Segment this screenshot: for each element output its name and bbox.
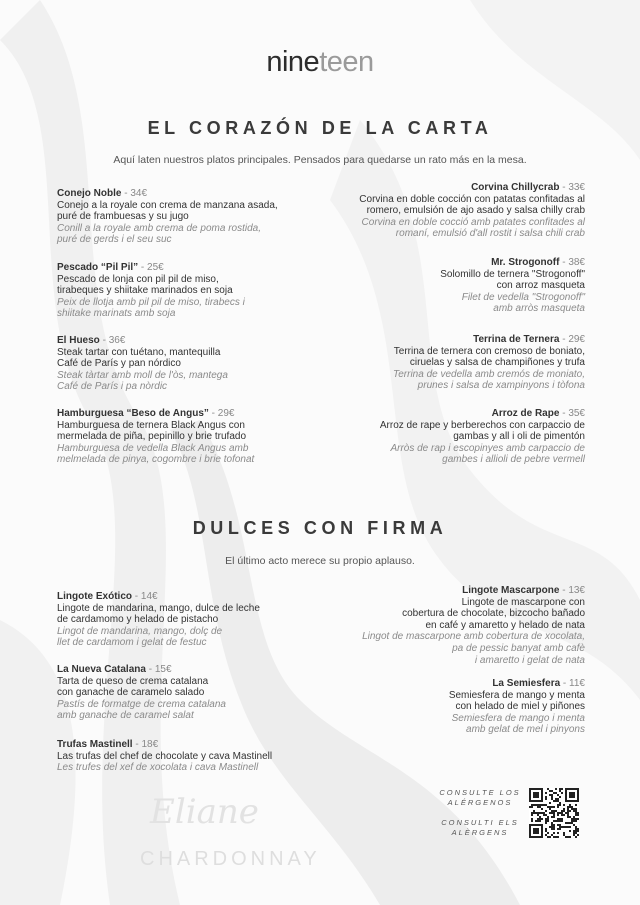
item-name: Corvina Chillycrab	[471, 182, 560, 193]
item-name: Terrina de Ternera	[473, 334, 560, 345]
item-name: Lingote Mascarpone	[462, 585, 560, 596]
item-description-es: ciruelas y salsa de champiñones y trufa	[409, 357, 585, 369]
menu-item	[359, 182, 585, 240]
item-title: La Semiesfera - 11€	[492, 678, 585, 689]
menu-item	[57, 188, 278, 246]
item-description-ca: puré de gerds i el seu suc	[57, 234, 172, 246]
item-name: La Semiesfera	[492, 678, 561, 689]
item-title: Terrina de Ternera - 29€	[473, 334, 585, 345]
item-description-ca: Steak tàrtar amb moll de l'òs, mantega	[57, 369, 228, 381]
item-description-es: Semiesfera de mango y menta	[448, 689, 585, 701]
item-description-ca: Terrina de vedella amb cremós de moniato,	[393, 368, 585, 380]
logo-part2: teen	[319, 46, 374, 78]
item-description-es: en café y amaretto y helado de nata	[425, 619, 585, 631]
item-description-es: con arroz masqueta	[496, 280, 585, 292]
allergens-es[interactable]	[430, 788, 530, 808]
item-description-es: Terrina de ternera con cremoso de boniato,	[393, 345, 585, 357]
logo-part1: nine	[266, 46, 320, 78]
item-title: El Hueso - 36€	[57, 335, 126, 346]
allergens-qr-code[interactable]	[529, 788, 579, 838]
item-price: 25€	[147, 262, 164, 273]
item-name: Mr. Strogonoff	[491, 257, 560, 268]
item-description-es: tirabeques y shiitake marinados en soja	[57, 285, 233, 297]
menu-item	[57, 739, 272, 774]
item-title: Mr. Strogonoff - 38€	[491, 257, 585, 268]
item-title: Trufas Mastinell - 18€	[57, 739, 159, 750]
mains-subtitle: Aquí laten nuestros platos principales. Pensados para quedarse un rato más en la mesa.	[113, 154, 527, 166]
item-description-ca: Peix de llotja amb pil pil de miso, tirabecs i	[57, 296, 245, 308]
item-title: Arroz de Rape - 35€	[491, 408, 585, 419]
menu-item	[57, 335, 228, 393]
item-description-es: Las trufas del chef de chocolate y cava Mastinell	[57, 750, 273, 762]
item-description-ca: Semiesfera de mango i menta	[451, 712, 585, 724]
item-description-es: romero, emulsión de ajo asado y salsa chilly crab	[366, 205, 585, 217]
allergens-ca[interactable]	[430, 818, 530, 838]
item-price: 13€	[568, 585, 585, 596]
item-description-ca: Hamburguesa de vedella Black Angus amb	[57, 442, 249, 454]
item-description-es: Solomillo de ternera "Strogonoff"	[440, 268, 585, 280]
item-description-ca: gambes i allioli de pebre vermell	[442, 454, 585, 466]
menu-item	[440, 257, 585, 315]
item-title: Corvina Chillycrab - 33€	[471, 182, 585, 193]
item-description-es: gambas y all i oli de pimentón	[453, 431, 585, 443]
allergens-es-line: ALÉRGENOS	[447, 798, 513, 807]
item-title: Pescado “Pil Pil” - 25€	[57, 262, 164, 273]
item-name: Trufas Mastinell	[57, 739, 133, 750]
item-description-es: de cardamomo y helado de pistacho	[57, 614, 219, 626]
item-name: La Nueva Catalana	[57, 664, 146, 675]
menu-item	[57, 262, 245, 320]
item-description-es: Conejo a la royale con crema de manzana asada,	[57, 199, 278, 211]
item-description-es: Arroz de rape y berberechos con carpaccio de	[379, 419, 585, 431]
item-description-ca: Café de París i pa nòrdic	[57, 381, 168, 393]
item-description-ca: Lingot de mascarpone amb cobertura de xocolata,	[362, 631, 585, 643]
item-name: Arroz de Rape	[491, 408, 560, 419]
item-name: Lingote Exótico	[57, 591, 132, 602]
menu-item	[380, 408, 585, 466]
item-price: 11€	[569, 678, 585, 689]
item-name: Pescado “Pil Pil”	[57, 262, 139, 273]
menu-item	[362, 585, 585, 666]
item-description-es: Café de París y pan nórdico	[57, 358, 181, 370]
item-description-ca: Pastís de formatge de crema catalana	[57, 698, 226, 710]
allergens-es-line: CONSULTE LOS	[439, 788, 521, 797]
menu-item	[57, 591, 260, 649]
item-title: Conejo Noble - 34€	[57, 188, 148, 199]
item-description-es: con ganache de caramelo salado	[57, 687, 205, 699]
item-description-ca: Les trufes del xef de xocolata i cava Mastinell	[57, 762, 259, 774]
item-description-ca: pa de pessic banyat amb cafè	[452, 642, 585, 654]
menu-item	[393, 334, 585, 392]
item-price: 34€	[130, 188, 148, 199]
item-price: 35€	[568, 408, 585, 419]
item-price: 29€	[217, 408, 235, 419]
watermark-brand: CHARDONNAY	[140, 848, 321, 870]
item-description-es: Pescado de lonja con pil pil de miso,	[57, 273, 219, 285]
item-title: Lingote Exótico - 14€	[57, 591, 158, 602]
allergens-ca-line: CONSULTI ELS	[441, 818, 519, 827]
item-description-es: Tarta de queso de crema catalana	[57, 675, 209, 687]
desserts-title: DULCES CON FIRMA	[192, 518, 448, 538]
item-name: El Hueso	[57, 335, 100, 346]
item-name: Hamburguesa “Beso de Angus”	[57, 408, 209, 419]
allergens-ca-line: ALÈRGENS	[451, 828, 509, 837]
item-price: 38€	[568, 257, 585, 268]
item-title: Lingote Mascarpone - 13€	[462, 585, 585, 596]
item-description-ca: Corvina en doble cocció amb patates confitades al	[361, 216, 585, 228]
item-description-es: mermelada de piña, pepinillo y brie trufado	[57, 431, 246, 443]
item-description-es: Lingote de mascarpone con	[461, 596, 585, 608]
item-description-ca: Conill a la royale amb crema de poma rostida,	[57, 222, 261, 234]
item-description-ca: shiitake marinats amb soja	[57, 308, 176, 320]
item-description-ca: amb ganache de caramel salat	[57, 710, 194, 722]
item-description-ca: amb gelat de mel i pinyons	[466, 724, 585, 736]
item-description-ca: Lingot de mandarina, mango, dolç de	[57, 625, 223, 637]
menu-item	[57, 664, 226, 722]
item-description-es: Hamburguesa de ternera Black Angus con	[57, 419, 245, 431]
item-description-ca: melmelada de pinya, cogombre i brie tofonat	[57, 454, 255, 466]
item-description-es: puré de frambuesas y su jugo	[57, 211, 189, 223]
logo	[0, 46, 640, 79]
item-description-ca: i amaretto i gelat de nata	[474, 654, 585, 666]
item-description-es: cobertura de chocolate, bizcocho bañado	[402, 608, 585, 620]
desserts-subtitle: El último acto merece su propio aplauso.	[225, 555, 415, 567]
menu-item	[57, 408, 254, 466]
item-price: 33€	[568, 182, 585, 193]
item-price: 14€	[140, 591, 158, 602]
item-name: Conejo Noble	[57, 188, 122, 199]
item-description-es: con helado de miel y piñones	[455, 701, 585, 713]
item-description-ca: prunes i salsa de xampinyons i tòfona	[417, 380, 585, 392]
mains-title: EL CORAZÓN DE LA CARTA	[147, 118, 493, 138]
item-price: 18€	[141, 739, 159, 750]
item-description-ca: romaní, emulsió d'all rostit i salsa chili crab	[395, 228, 585, 240]
menu-item	[449, 678, 585, 736]
item-price: 36€	[108, 335, 126, 346]
item-title: Hamburguesa “Beso de Angus” - 29€	[57, 408, 235, 419]
item-description-ca: Filet de vedella "Strogonoff"	[461, 291, 585, 303]
watermark-script: Eliane	[150, 792, 259, 832]
item-title: La Nueva Catalana - 15€	[57, 664, 172, 675]
item-description-es: Corvina en doble cocción con patatas confitadas al	[359, 193, 585, 205]
item-description-es: Lingote de mandarina, mango, dulce de leche	[57, 602, 260, 614]
item-price: 15€	[154, 664, 172, 675]
item-description-ca: Arròs de rap i escopinyes amb carpaccio de	[390, 442, 585, 454]
item-price: 29€	[568, 334, 585, 345]
item-description-es: Steak tartar con tuétano, mantequilla	[57, 346, 221, 358]
item-description-ca: llet de cardamom i gelat de festuc	[57, 637, 207, 649]
item-description-ca: amb arròs masqueta	[493, 303, 585, 315]
